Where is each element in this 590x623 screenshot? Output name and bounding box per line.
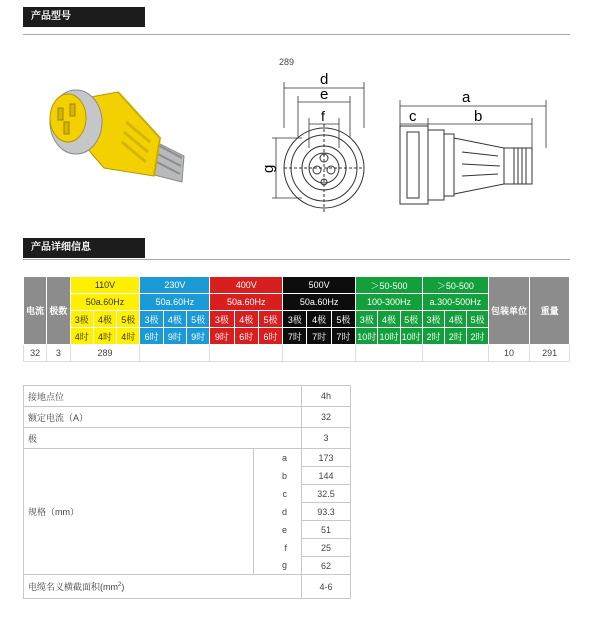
- hour-cell: 9时: [163, 328, 186, 345]
- dim-value: 93.3: [302, 503, 351, 521]
- dim-key: d: [254, 503, 302, 521]
- cell-current: 32: [24, 345, 47, 362]
- section-title-model: 产品型号: [23, 7, 145, 27]
- dim-value: 144: [302, 467, 351, 485]
- row-label-cable: 电缆名义横截面积$(mm^2)$: [24, 575, 302, 599]
- hour-cell: 4时: [70, 328, 93, 345]
- pole-cell: 3极: [283, 311, 307, 328]
- section-title-detail: 产品详细信息: [23, 238, 145, 258]
- row-label: 额定电流（A）: [24, 407, 302, 428]
- group-voltage: 110V: [70, 277, 140, 294]
- table-row: [24, 345, 570, 362]
- row-label: 接地点位: [24, 386, 302, 407]
- dimension-drawing: [262, 68, 562, 228]
- hour-cell: 2时: [467, 328, 488, 345]
- hour-cell: 6时: [140, 328, 163, 345]
- hour-cell: 7时: [307, 328, 331, 345]
- group-freq: a.300-500Hz: [422, 294, 488, 311]
- dim-label-f: f: [321, 108, 325, 124]
- group-freq: 50a.60Hz: [283, 294, 356, 311]
- row-value: 4-6: [302, 575, 351, 599]
- section-divider: [23, 34, 570, 35]
- group-freq: 50a.60Hz: [70, 294, 140, 311]
- hour-cell: 9时: [210, 328, 234, 345]
- dim-key: c: [254, 485, 302, 503]
- cell-poles: 3: [47, 345, 70, 362]
- industrial-plug-image: [34, 78, 194, 188]
- group-voltage: ＞50-500: [356, 277, 423, 294]
- col-current-header: 电流: [24, 277, 47, 345]
- group-voltage: ＞50-500: [422, 277, 488, 294]
- hour-cell: 7时: [331, 328, 355, 345]
- pole-cell: 5极: [117, 311, 140, 328]
- dim-value: 32.5: [302, 485, 351, 503]
- col-package-header: 包装单位: [488, 277, 530, 345]
- hour-cell: 4时: [93, 328, 116, 345]
- col-weight-header: 重量: [530, 277, 570, 345]
- group-voltage: 400V: [210, 277, 283, 294]
- drawing-model-label: 289: [279, 57, 295, 67]
- dim-value: 173: [302, 449, 351, 467]
- row-value: 4h: [302, 386, 351, 407]
- group-freq: 50a.60Hz: [210, 294, 283, 311]
- dim-label-g: g: [260, 164, 277, 173]
- col-poles-header: 极数: [47, 277, 70, 345]
- row-label: 极: [24, 428, 302, 449]
- pole-cell: 4极: [445, 311, 467, 328]
- hour-cell: 10时: [356, 328, 378, 345]
- dim-key: a: [254, 449, 302, 467]
- group-voltage: 230V: [140, 277, 210, 294]
- dim-label-a: a: [462, 89, 471, 106]
- pole-cell: 5极: [187, 311, 210, 328]
- hour-cell: 4时: [117, 328, 140, 345]
- cell-package: 10: [488, 345, 530, 362]
- dim-label-b: b: [474, 108, 483, 125]
- group-voltage: 500V: [283, 277, 356, 294]
- row-value: 32: [302, 407, 351, 428]
- hour-cell: 7时: [283, 328, 307, 345]
- pole-cell: 3极: [210, 311, 234, 328]
- spec-table: [23, 276, 570, 362]
- row-value: 3: [302, 428, 351, 449]
- hour-cell: 9时: [187, 328, 210, 345]
- dim-label-e: e: [320, 86, 329, 103]
- hour-cell: 10时: [378, 328, 400, 345]
- hour-cell: 2时: [422, 328, 444, 345]
- dim-key: g: [254, 557, 302, 575]
- dim-label-c: c: [409, 108, 417, 125]
- pole-cell: 5极: [331, 311, 355, 328]
- pole-cell: 5极: [258, 311, 282, 328]
- hour-cell: 10时: [400, 328, 422, 345]
- pole-cell: 5极: [467, 311, 488, 328]
- hour-cell: 6时: [258, 328, 282, 345]
- dim-key: f: [254, 539, 302, 557]
- pole-cell: 3极: [356, 311, 378, 328]
- hour-cell: 6时: [234, 328, 258, 345]
- hour-cell: 2时: [445, 328, 467, 345]
- cell-weight: 291: [530, 345, 570, 362]
- group-freq: 50a.60Hz: [140, 294, 210, 311]
- pole-cell: 3极: [140, 311, 163, 328]
- pole-cell: 4极: [93, 311, 116, 328]
- dim-key: e: [254, 521, 302, 539]
- cell-model: 289: [70, 345, 140, 362]
- size-label: 规格（mm）: [24, 449, 254, 575]
- group-freq: 100-300Hz: [356, 294, 423, 311]
- pole-cell: 4极: [307, 311, 331, 328]
- pole-cell: 3极: [422, 311, 444, 328]
- pole-cell: 4极: [234, 311, 258, 328]
- pole-cell: 4极: [163, 311, 186, 328]
- dim-label-d: d: [320, 71, 329, 88]
- detail-table: [23, 385, 351, 599]
- pole-cell: 5极: [400, 311, 422, 328]
- dim-value: 25: [302, 539, 351, 557]
- section-divider: [23, 259, 570, 260]
- dim-key: b: [254, 467, 302, 485]
- dim-value: 62: [302, 557, 351, 575]
- pole-cell: 3极: [70, 311, 93, 328]
- dim-value: 51: [302, 521, 351, 539]
- pole-cell: 4极: [378, 311, 400, 328]
